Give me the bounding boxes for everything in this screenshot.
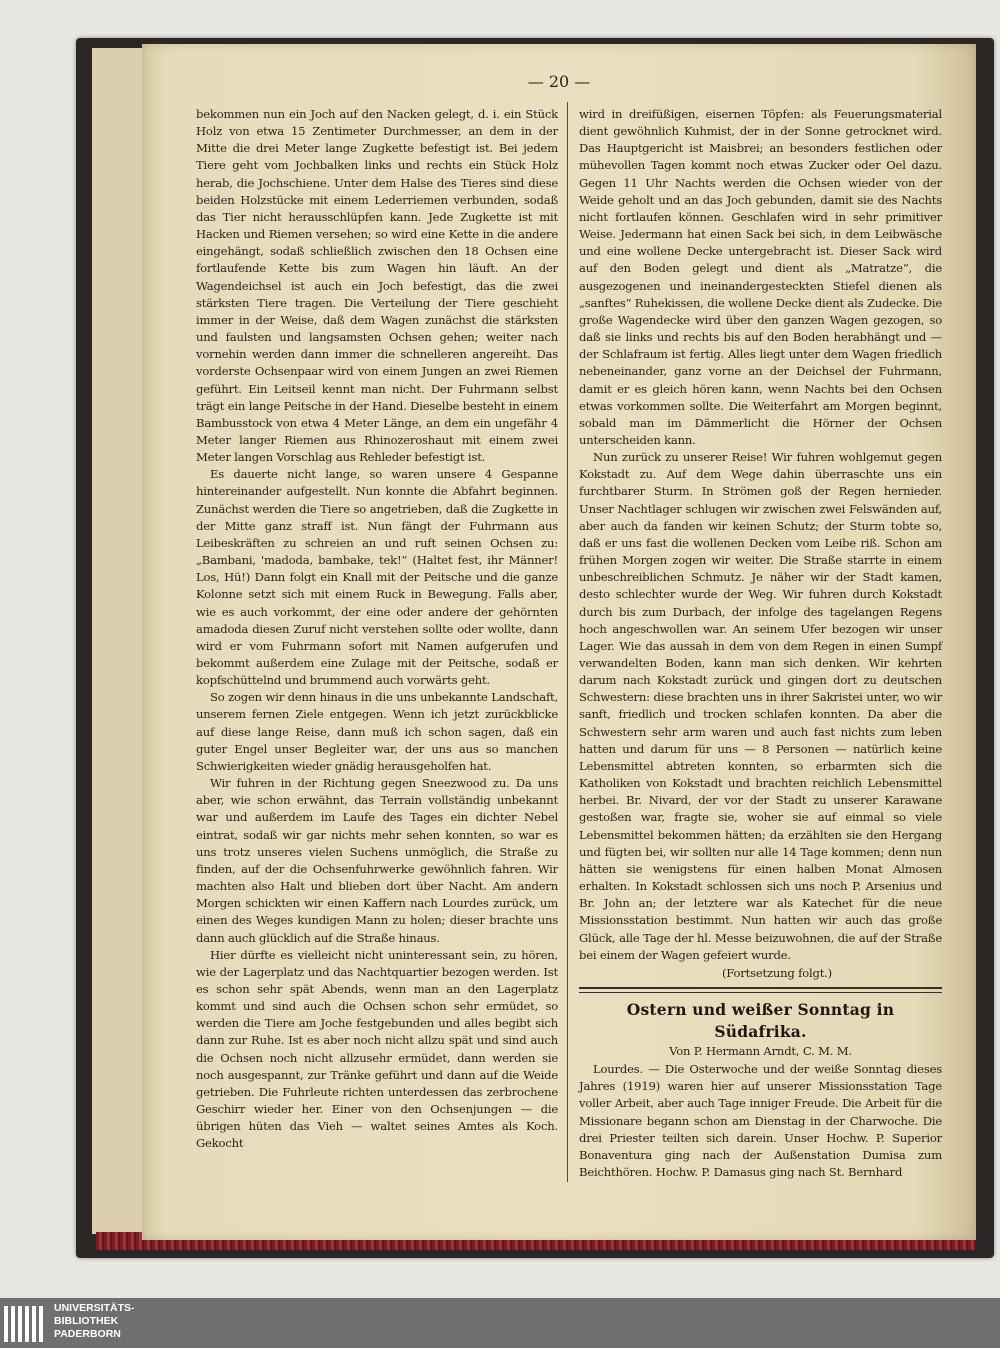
paragraph: Es dauerte nicht lange, so waren unsere 4 Gespanne hintereinander aufgestellt. Nun konnte die Abfahrt beginnen. Zunächst werden die Tiere so angetrieben, daß die Zugkette in der Mitte ganz straff ist. Nun fängt der Fuhrmann aus Leibeskräften zu schreien an und ruft seinen Ochsen zu: „Bambani, 'madoda, bambake, tek!“ (Haltet fest, ihr Männer! Los, Hü!) Dann folgt ein Knall mit der Peitsche und die ganze Kolonne setzt sich mit einem Ruck in Bewegung. Falls aber, wie es auch vorkommt, der eine oder andere der gehörnten amadoda diesen Zuruf nicht verstehen sollte oder wollte, dann wird er vom Fuhrmann sofort mit Namen aufgerufen und bekommt außerdem eine Zulage mit der Peitsche, sodaß er kopfschüttelnd und brummend auch vorwärts geht. <box>196 467 558 688</box>
library-name <box>54 1302 135 1341</box>
library-name-line: BIBLIOTHEK <box>54 1315 119 1327</box>
library-name-line: PADERBORN <box>54 1328 121 1340</box>
library-logo-icon <box>4 1306 44 1342</box>
page-number: — 20 — <box>527 72 591 91</box>
section-divider <box>579 987 942 993</box>
right-text-column <box>579 106 942 1181</box>
paragraph: Wir fuhren in der Richtung gegen Sneezwood zu. Da uns aber, wie schon erwähnt, das Terrain vollständig unbekannt war und außerdem im Laufe des Tages ein dichter Nebel eintrat, sodaß wir gar nichts mehr sehen konnten, so war es uns trotz unseres vielen Suchens unmöglich, die Straße zu finden, auf der die Ochsenfuhrwerke gewöhnlich fahren. Wir machten also Halt und blieben dort über Nacht. Am andern Morgen schickten wir einen Kaffern nach Lourdes zurück, um einen des Weges kundigen Mann zu holen; dieser brachte uns dann auch glücklich auf die Straße hinaus. <box>196 776 558 945</box>
paragraph: So zogen wir denn hinaus in die uns unbekannte Landschaft, unserem fernen Ziele entgegen. Wenn ich jetzt zurückblicke auf diese lange Reise, dann muß ich schon sagen, daß ein guter Engel unser Begleiter war, der uns aus so manchen Schwierigkeiten wieder gnädig herausgeholfen hat. <box>196 690 558 773</box>
library-footer-bar <box>0 1298 1000 1348</box>
book-page <box>142 44 976 1240</box>
article-byline: Von P. Hermann Arndt, C. M. M. <box>669 1043 852 1058</box>
paragraph: bekommen nun ein Joch auf den Nacken gelegt, d. i. ein Stück Holz von etwa 15 Zentimeter Durchmesser, an dem in der Mitte die drei Meter lange Zugkette befestigt ist. Bei jedem Tiere geht vom Jochbalken links und rechts ein Stück Holz herab, die Jochschiene. Unter dem Halse des Tieres sind diese beiden Holzstücke mit einem Lederriemen verbunden, sodaß das Tier nicht herausschlüpfen kann. Jede Zugkette ist mit Hacken und Riemen versehen; so wird eine Kette in die andere eingehängt, sodaß schließlich zwischen den 18 Ochsen eine fortlaufende Kette bis zum Wagen hin läuft. An der Wagendeichsel ist auch ein Joch befestigt, das die zwei stärksten Tiere tragen. Die Verteilung der Tiere geschieht immer in der Weise, daß dem Wagen zunächst die stärksten und faulsten und langsamsten Ochsen gehen; weiter nach vornehin werden dann immer die schnelleren angereiht. Das vorderste Ochsenpaar wird von einem Jungen an zwei Riemen geführt. Ein Leitseil kennt man nicht. Der Fuhrmann selbst trägt ein lange Peitsche in der Hand. Dieselbe besteht in einem Bambusstock von etwa 4 Meter Länge, an dem ein ungefähr 4 Meter langer Riemen aus Rhinozeroshaut mit einem zwei Meter langen Vorschlag aus Rehleder befestigt ist. <box>196 107 558 465</box>
article-title: Ostern und weißer Sonntag in Südafrika. <box>626 999 895 1041</box>
library-name-line: UNIVERSITÄTS- <box>54 1302 135 1314</box>
paragraph: wird in dreifüßigen, eisernen Töpfen: als Feuerungsmaterial dient gewöhnlich Kuhmist, der in der Sonne getrocknet wird. Das Hauptgericht ist Maisbrei; an besonders festlichen oder mühevollen Tagen kommt noch etwas Zucker oder Oel dazu. Gegen 11 Uhr Nachts werden die Ochsen wieder von der Weide geholt und an das Joch gebunden, damit sie des Nachts nicht fortlaufen können. Geschlafen wird in sehr primitiver Weise. Jedermann hat einen Sack bei sich, in dem Leibwäsche und eine wollene Decke untergebracht ist. Dieser Sack wird auf den Boden gelegt und dient als „Matratze“, die ausgezogenen und ineinandergesteckten Stiefel dienen als „sanftes“ Ruhekissen, die wollene Decke dient als Zudecke. Die große Wagendecke wird über den ganzen Wagen gezogen, so daß sie links und rechts bis auf den Boden herabhängt und — der Schlafraum ist fertig. Alles liegt unter dem Wagen friedlich nebeneinander, ganz vorne an der Deichsel der Fuhrmann, damit er es gleich hören kann, wenn Nachts bei den Ochsen etwas vorkommen sollte. Die Weiterfahrt am Morgen beginnt, sobald man im Dämmerlicht die Hörner der Ochsen unterscheiden kann. <box>579 107 942 447</box>
left-text-column <box>196 106 558 1153</box>
continuation-note: (Fortsetzung folgt.) <box>721 965 832 980</box>
column-divider <box>567 102 568 1182</box>
paragraph: Lourdes. — Die Osterwoche und der weiße Sonntag dieses Jahres (1919) waren hier auf unserer Missionsstation Tage voller Arbeit, aber auch Tage inniger Freude. Die Arbeit für die Missionare begann schon am Dienstag in der Charwoche. Die drei Priester teilten sich darein. Unser Hochw. P. Superior Bonaventura ging nach der Außenstation Dumisa zum Beichthören. Hochw. P. Damasus ging nach St. Bernhard <box>579 1062 942 1180</box>
paragraph: Hier dürfte es vielleicht nicht uninteressant sein, zu hören, wie der Lagerplatz und das Nachtquartier bezogen werden. Ist es schon sehr spät Abends, wenn man an den Lagerplatz kommt und sind auch die Ochsen schon sehr ermüdet, so werden die Tiere am Joche festgebunden und alles begibt sich dann zur Ruhe. Ist es aber noch nicht allzu spät und sind auch die Ochsen noch nicht allzusehr ermüdet, dann werden sie noch ausgespannt, zur Tränke geführt und dann auf die Weide getrieben. Die Fuhrleute richten unterdessen das zerbrochene Geschirr wieder her. Einer von den Ochsenjungen — die übrigen hüten das Vieh — waltet seines Amtes als Koch. Gekocht <box>196 947 558 1151</box>
paragraph: Nun zurück zu unserer Reise! Wir fuhren wohlgemut gegen Kokstadt zu. Auf dem Wege dahin überraschte uns ein furchtbarer Sturm. In Strömen goß der Regen hernieder. Unser Nachtlager schlugen wir zwischen zwei Felswänden auf, aber auch da fanden wir keinen Schutz; der Sturm tobte so, daß er uns fast die wollenen Decken vom Leibe riß. Schon am frühen Morgen zogen wir weiter. Die Straße starrte in einem unbeschreiblichen Schmutz. Je näher wir der Stadt kamen, desto schlechter wurde der Weg. Wir fuhren durch Kokstadt durch bis zum Durbach, der infolge des tagelangen Regens hoch angeschwollen war. An seinem Ufer bezogen wir unser Lager. Wie das aussah in dem von dem Regen in einen Sumpf verwandelten Boden, kann man sich denken. Wir kehrten darum nach Kokstadt zurück und gingen dort zu deutschen Schwestern: diese brachten uns in ihrer Sakristei unter, wo wir sanft, friedlich und trocken schlafen konnten. Da aber die Schwestern sehr arm waren und auch fast nichts zum leben hatten und darum für uns — 8 Personen — natürlich keine Lebensmittel abtreten konnten, so erbarmten sich die Katholiken von Kokstadt und brachten reichlich Lebensmittel herbei. Br. Nivard, der vor der Stadt zu unserer Karawane gestoßen war, fragte sie, woher sie auf einmal so viele Lebensmittel bekommen hätten; da erzählten sie den Hergang und fügten bei, wir sollten nur alle 14 Tage kommen; denn nun hätten sie wenigstens für einen halben Monat Almosen erhalten. In Kokstadt schlossen sich uns noch P. Arsenius und Br. John an; der letztere war als Katechet für die neue Missionsstation bestimmt. Nun hatten wir auch das große Glück, alle Tage der hl. Messe beizuwohnen, die auf der Straße bei einem der Wagen gefeiert wurde. <box>579 450 942 962</box>
